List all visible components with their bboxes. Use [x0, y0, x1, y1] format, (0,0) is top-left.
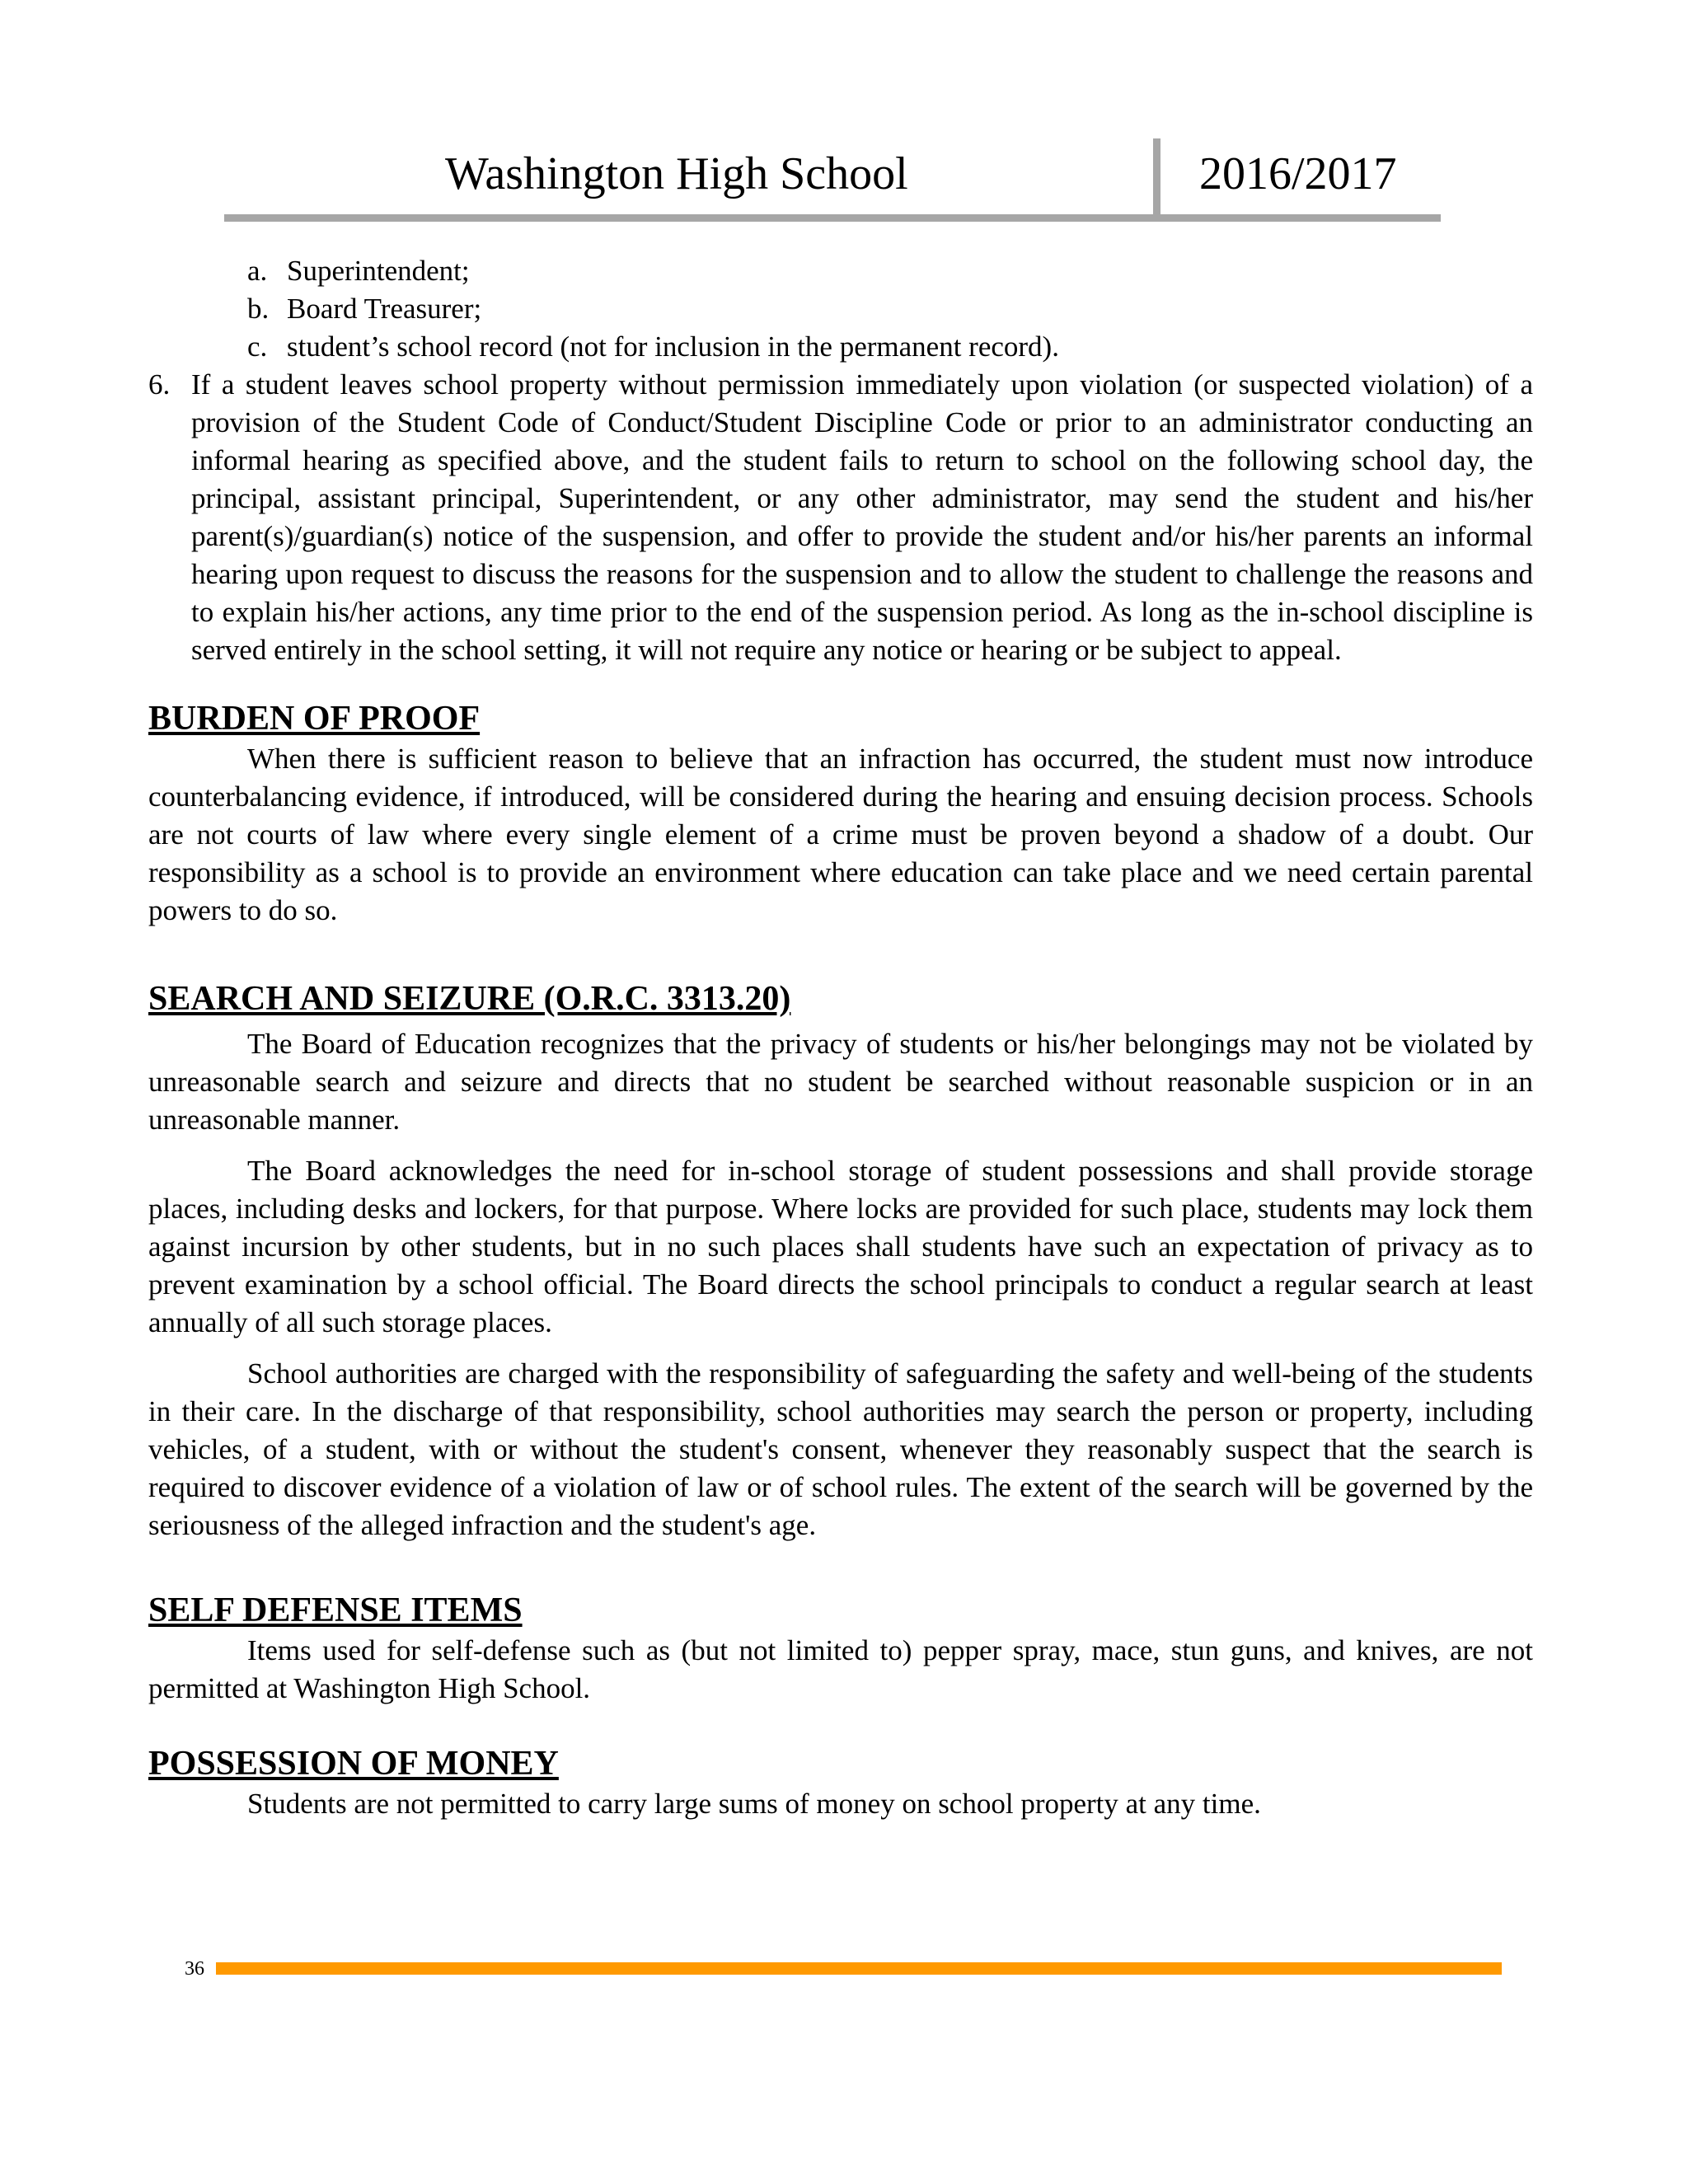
section-heading-self-defense-items: SELF DEFENSE ITEMS: [148, 1591, 523, 1629]
list-marker: 6.: [148, 368, 171, 401]
page-header: [224, 138, 1441, 221]
section-paragraph: The Board of Education recognizes that the privacy of students or his/her belongings may not be violated by unreasonable search and seizure and directs that no student be searched without reasonable suspicion or in an unreasonable manner.: [148, 1028, 1533, 1136]
list-item: [148, 328, 1533, 366]
footer-bar: [216, 1962, 1502, 1975]
list-marker: c.: [247, 330, 268, 363]
list-item: [148, 290, 1533, 328]
numbered-item-text: If a student leaves school property without permission immediately upon violation (or suspected violation) of a provision of the Student Code of Conduct/Student Discipline Code or prior to an administrator conducting an informal hearing as specified above, and the student fails to return to school on the following school day, the principal, assistant principal, Superintendent, or any other administrator, may send the student and his/her parent(s)/guardian(s) notice of the suspension, and offer to provide the student and/or his/her parents an informal hearing upon request to discuss the reasons for the suspension and to allow the student to challenge the reasons and to explain his/her actions, any time prior to the end of the suspension period. As long as the in-school discipline is served entirely in the school setting, it will not require any notice or hearing or be subject to appeal.: [191, 368, 1533, 666]
list-marker: b.: [247, 293, 270, 325]
section-paragraph: Items used for self-defense such as (but not limited to) pepper spray, mace, stun guns, and knives, are not permitted at Washington High School.: [148, 1634, 1533, 1704]
list-marker: a.: [247, 255, 268, 287]
list-item-text: student’s school record (not for inclusion in the permanent record).: [287, 330, 1059, 363]
section-heading-possession-of-money: POSSESSION OF MONEY: [148, 1745, 559, 1783]
list-item: [148, 252, 1533, 290]
section-heading-search-and-seizure: SEARCH AND SEIZURE (O.R.C. 3313.20): [148, 980, 791, 1018]
header-year: 2016/2017: [1199, 148, 1397, 199]
header-title: Washington High School: [445, 148, 908, 199]
section-paragraph: The Board acknowledges the need for in-school storage of student possessions and shall provide storage places, including desks and lockers, for that purpose. Where locks are provided for such place, students may lock them against incursion by other students, but in no such places shall students have such an expectation of privacy as to prevent examination by a school official. The Board directs the school principals to conduct a regular search at least annually of all such storage places.: [148, 1155, 1533, 1338]
page-content: [148, 252, 1533, 1823]
numbered-item-6: [148, 366, 1533, 669]
header-divider: [1153, 138, 1160, 216]
section-heading-burden-of-proof: BURDEN OF PROOF: [148, 700, 481, 738]
header-rule: [224, 214, 1441, 222]
section-paragraph: School authorities are charged with the responsibility of safeguarding the safety and well-being of the students in their care. In the discharge of that responsibility, school authorities may search the person or property, including vehicles, of a student, with or without the student's consent, whenever they reasonably suspect that the search is required to discover evidence of a violation of law or of school rules. The extent of the search will be governed by the seriousness of the alleged infraction and the student's age.: [148, 1357, 1533, 1541]
section-paragraph: Students are not permitted to carry large sums of money on school property at any time.: [247, 1788, 1261, 1820]
section-paragraph: When there is sufficient reason to believe that an infraction has occurred, the student must now introduce counterbalancing evidence, if introduced, will be considered during the hearing and ensuing decision process. Schools are not courts of law where every single element of a crime must be proven beyond a shadow of a doubt. Our responsibility as a school is to provide an environment where education can take place and we need certain parental powers to do so.: [148, 743, 1533, 926]
list-item-text: Superintendent;: [287, 255, 470, 287]
list-item-text: Board Treasurer;: [287, 293, 482, 325]
page-number: 36: [185, 1958, 204, 1980]
